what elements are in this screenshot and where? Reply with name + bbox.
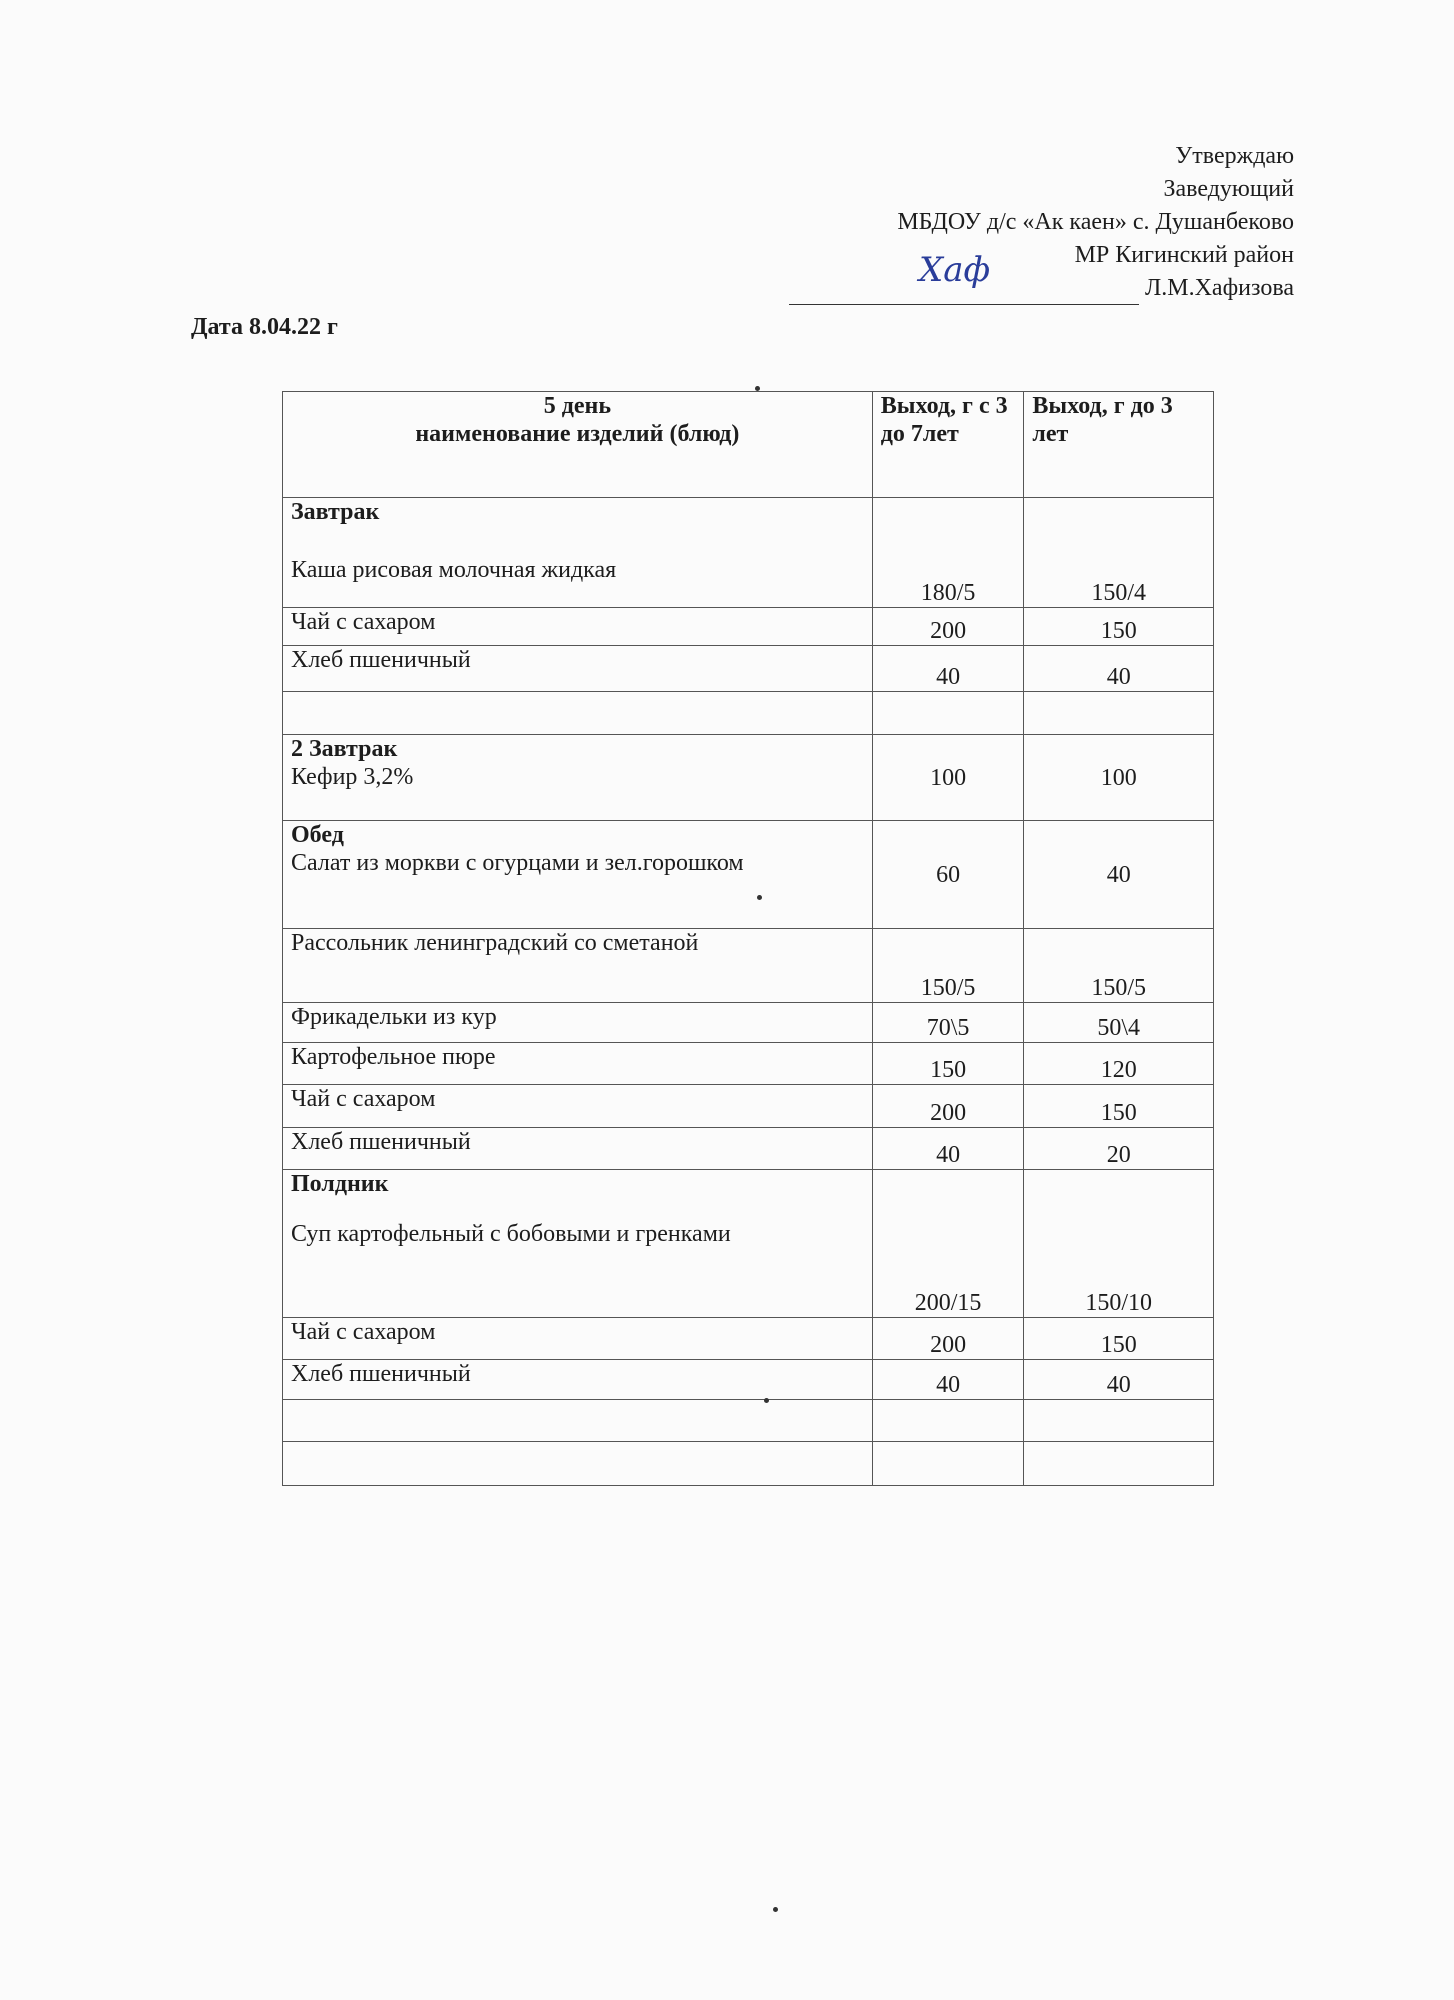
- yield-3-7: 200: [872, 1318, 1024, 1360]
- speck: [755, 386, 760, 391]
- yield-3-7: 200/15: [872, 1170, 1024, 1318]
- table-row: [283, 1043, 1214, 1085]
- yield-3-7: 70\5: [872, 1003, 1024, 1043]
- yield-3-7: 150/5: [872, 929, 1024, 1003]
- table-row: [283, 1128, 1214, 1170]
- dish-cell: [283, 498, 873, 608]
- dish-name: Салат из моркви с огурцами и зел.горошком: [291, 850, 744, 876]
- table-row: [283, 1085, 1214, 1128]
- yield-under-3: [1024, 1442, 1214, 1486]
- dish-cell: [283, 692, 873, 735]
- yield-under-3: 40: [1024, 1360, 1214, 1400]
- yield-3-7: 200: [872, 608, 1024, 646]
- approval-block: [789, 140, 1294, 305]
- meal-section-title: Полдник: [291, 1171, 389, 1197]
- dish-name: Кефир 3,2%: [291, 764, 414, 790]
- yield-3-7: 200: [872, 1085, 1024, 1128]
- handwritten-signature: Хаф: [918, 250, 991, 290]
- dish-name: Картофельное пюре: [291, 1044, 496, 1070]
- table-row: [283, 498, 1214, 608]
- meal-section-title: Завтрак: [291, 499, 380, 525]
- yield-under-3: 150/5: [1024, 929, 1214, 1003]
- yield-3-7: 60: [872, 821, 1024, 929]
- dish-cell: [283, 646, 873, 692]
- table-row: [283, 646, 1214, 692]
- approval-title: Утверждаю: [1175, 143, 1294, 169]
- dish-cell: [283, 821, 873, 929]
- dish-name: Хлеб пшеничный: [291, 1129, 471, 1155]
- dish-name: Чай с сахаром: [291, 609, 436, 635]
- dish-cell: [283, 1442, 873, 1486]
- dish-name: Суп картофельный с бобовыми и гренками: [291, 1221, 731, 1247]
- approval-organization: МБДОУ д/с «Ак каен» с. Душанбеково: [897, 209, 1294, 235]
- table-header-row: [283, 392, 1214, 498]
- table-row: [283, 692, 1214, 735]
- yield-under-3: 40: [1024, 646, 1214, 692]
- dish-cell: [283, 1360, 873, 1400]
- yield-3-7: 40: [872, 1360, 1024, 1400]
- dish-cell: [283, 735, 873, 821]
- dish-name: Хлеб пшеничный: [291, 1361, 471, 1387]
- table-row: [283, 1170, 1214, 1318]
- header-col-under-3: Выход, г до 3 лет: [1024, 392, 1214, 498]
- dish-name: Рассольник ленинградский со сметаной: [291, 930, 699, 956]
- yield-under-3: 50\4: [1024, 1003, 1214, 1043]
- table-row: [283, 929, 1214, 1003]
- yield-under-3: 40: [1024, 821, 1214, 929]
- dish-cell: [283, 1003, 873, 1043]
- yield-3-7: [872, 1400, 1024, 1442]
- dish-cell: [283, 1128, 873, 1170]
- menu-table: [282, 391, 1214, 1486]
- table-row: [283, 1400, 1214, 1442]
- table-row: [283, 1003, 1214, 1043]
- table-row: [283, 735, 1214, 821]
- yield-under-3: 120: [1024, 1043, 1214, 1085]
- meal-section-title: 2 Завтрак: [291, 736, 398, 762]
- table-row: [283, 1318, 1214, 1360]
- speck: [773, 1907, 778, 1912]
- yield-3-7: 150: [872, 1043, 1024, 1085]
- yield-3-7: [872, 1442, 1024, 1486]
- dish-cell: [283, 1043, 873, 1085]
- yield-3-7: 40: [872, 646, 1024, 692]
- yield-under-3: 20: [1024, 1128, 1214, 1170]
- yield-3-7: 100: [872, 735, 1024, 821]
- dish-name: Хлеб пшеничный: [291, 647, 471, 673]
- header-name-cell: [283, 392, 873, 498]
- signature-line: [789, 250, 1139, 305]
- speck: [757, 895, 762, 900]
- yield-under-3: [1024, 692, 1214, 735]
- dish-cell: [283, 1318, 873, 1360]
- dish-name: Фрикадельки из кур: [291, 1004, 497, 1030]
- dish-name: Каша рисовая молочная жидкая: [291, 557, 617, 583]
- table-row: [283, 608, 1214, 646]
- approval-position: Заведующий: [1163, 176, 1294, 202]
- yield-under-3: 150: [1024, 1318, 1214, 1360]
- dish-cell: [283, 929, 873, 1003]
- yield-3-7: 40: [872, 1128, 1024, 1170]
- header-name: наименование изделий (блюд): [415, 421, 740, 447]
- dish-cell: [283, 1400, 873, 1442]
- yield-under-3: 100: [1024, 735, 1214, 821]
- yield-3-7: 180/5: [872, 498, 1024, 608]
- dish-cell: [283, 1170, 873, 1318]
- approver-name: Л.М.Хафизова: [1144, 275, 1294, 301]
- dish-name: Чай с сахаром: [291, 1086, 436, 1112]
- yield-under-3: 150: [1024, 1085, 1214, 1128]
- speck: [764, 1398, 769, 1403]
- document-date: Дата 8.04.22 г: [191, 314, 338, 340]
- approval-district: МР Кигинский район: [1074, 242, 1294, 268]
- dish-cell: [283, 608, 873, 646]
- yield-under-3: 150: [1024, 608, 1214, 646]
- dish-name: Чай с сахаром: [291, 1319, 436, 1345]
- yield-under-3: 150/4: [1024, 498, 1214, 608]
- table-row: [283, 1360, 1214, 1400]
- meal-section-title: Обед: [291, 822, 344, 848]
- dish-cell: [283, 1085, 873, 1128]
- table-row: [283, 821, 1214, 929]
- header-col-3-7: Выход, г с 3 до 7лет: [872, 392, 1024, 498]
- yield-under-3: [1024, 1400, 1214, 1442]
- yield-under-3: 150/10: [1024, 1170, 1214, 1318]
- table-row: [283, 1442, 1214, 1486]
- yield-3-7: [872, 692, 1024, 735]
- header-day: 5 день: [543, 393, 612, 419]
